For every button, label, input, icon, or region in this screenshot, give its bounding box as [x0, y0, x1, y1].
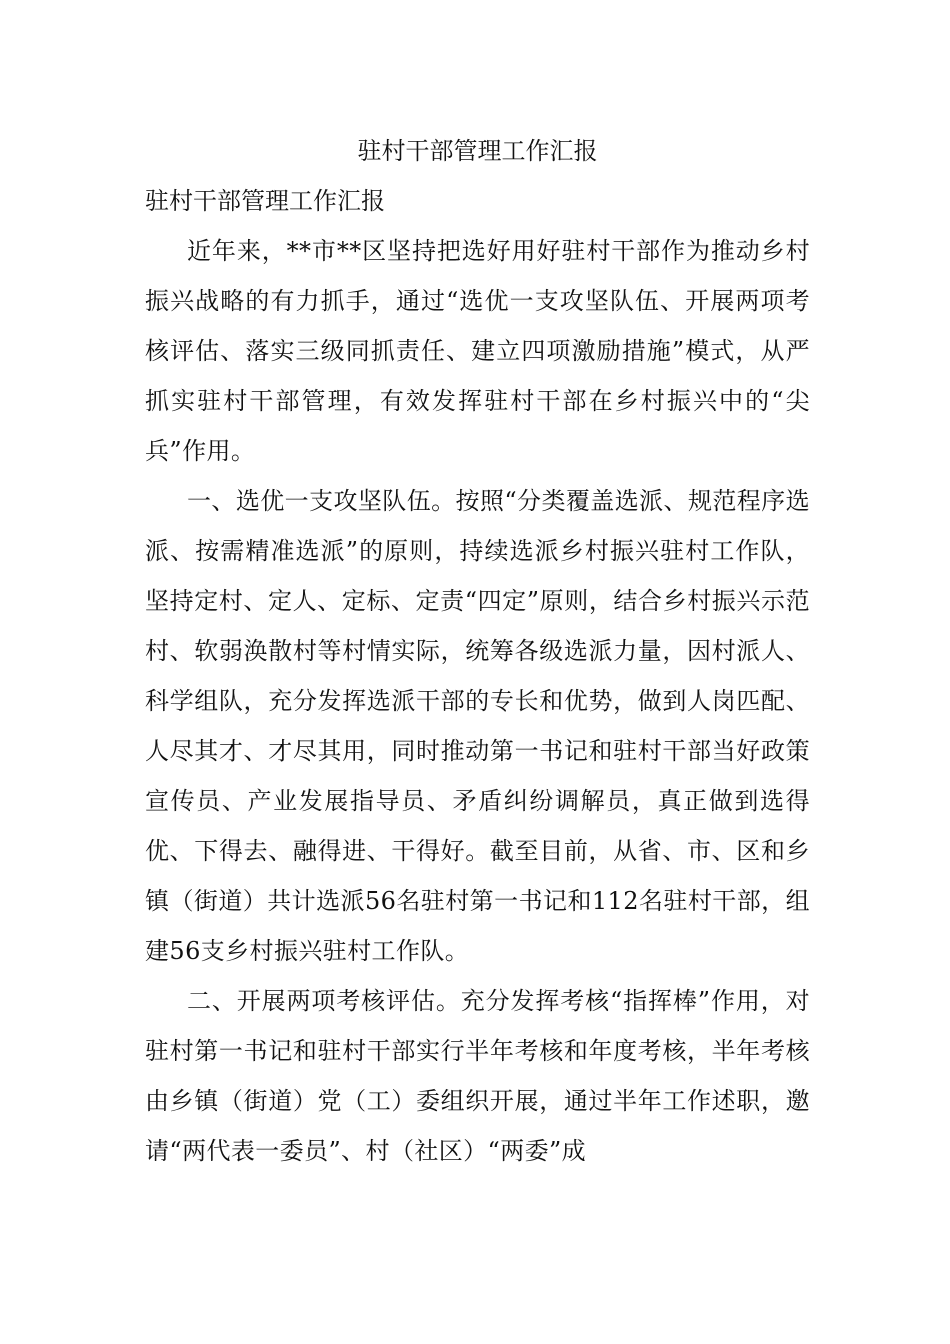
document-title: 驻村干部管理工作汇报 — [357, 137, 598, 165]
paragraph-section-one: 一、选优一支攻坚队伍。按照“分类覆盖选派、规范程序选派、按需精准选派”的原则，持续选派乡村振兴驻村工作队，坚持定村、定人、定标、定责“四定”原则，结合乡村振兴示范村、软弱涣散村等村情实际，统筹各级选派力量，因村派人、科学组队，充分发挥选派干部的专长和优势，做到人岗匹配、人尽其才、才尽其用，同时推动第一书记和驻村干部当好政策宣传员、产业发展指导员、矛盾纠纷调解员，真正做到选得优、下得去、融得进、干得好。截至目前，从省、市、区和乡镇（街道）共计选派56名驻村第一书记和112名驻村干部，组建56支乡村振兴驻村工作队。 — [145, 487, 810, 965]
paragraph-intro: 近年来，**市**区坚持把选好用好驻村干部作为推动乡村振兴战略的有力抓手，通过“选优一支攻坚队伍、开展两项考核评估、落实三级同抓责任、建立四项激励措施”模式，从严抓实驻村干部管理，有效发挥驻村干部在乡村振兴中的“尖兵”作用。 — [145, 237, 810, 465]
document-body — [145, 126, 810, 1176]
paragraph-section-two: 二、开展两项考核评估。充分发挥考核“指挥棒”作用，对驻村第一书记和驻村干部实行半年考核和年度考核，半年考核由乡镇（街道）党（工）委组织开展，通过半年工作述职，邀请“两代表一委员”、村（社区）“两委”成 — [145, 987, 810, 1165]
document-subtitle: 驻村干部管理工作汇报 — [145, 187, 385, 215]
